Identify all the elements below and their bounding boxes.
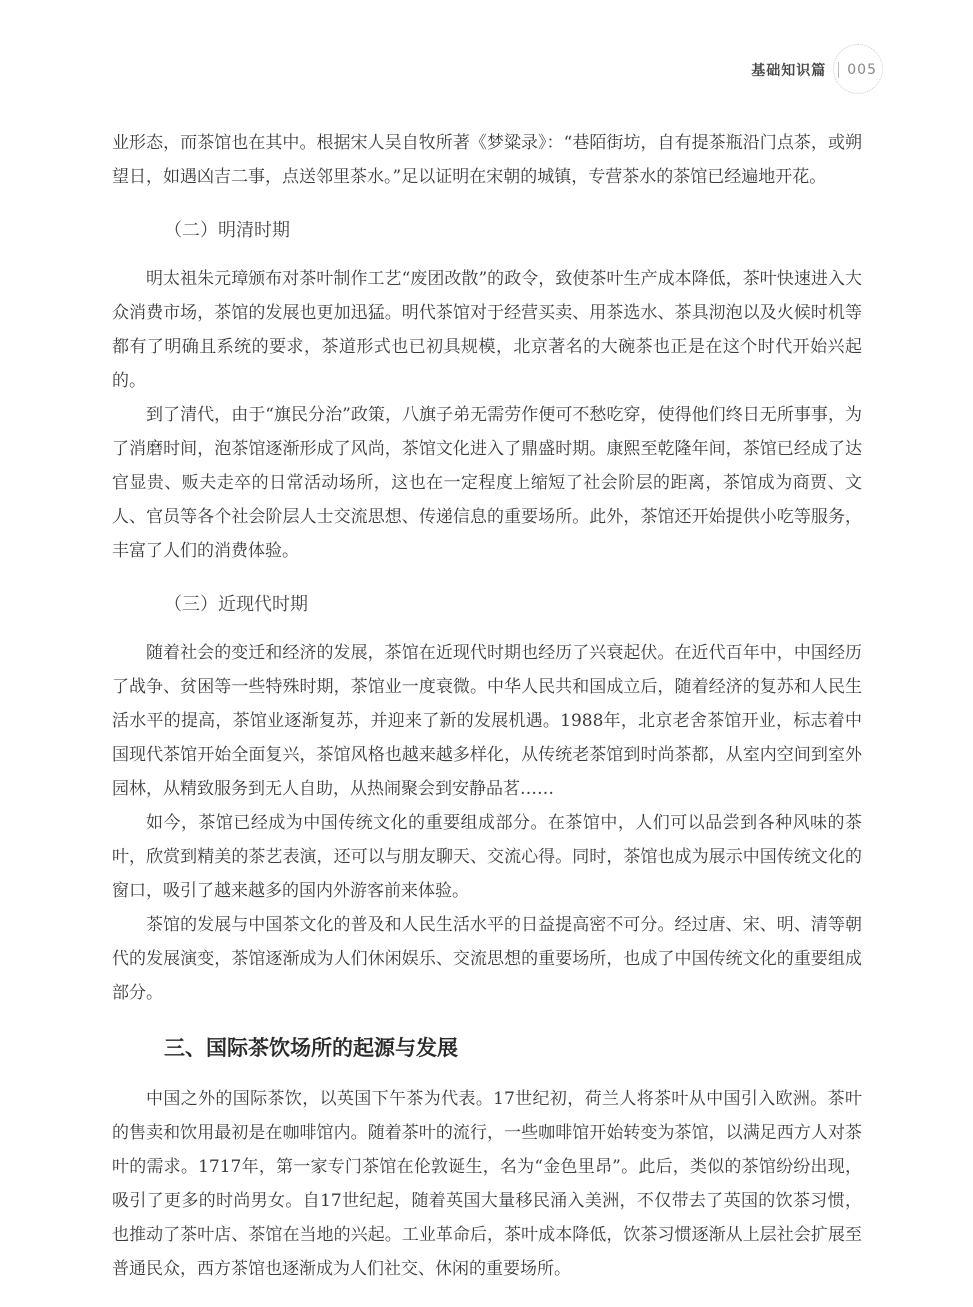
paragraph-modern-history: 随着社会的变迁和经济的发展，茶馆在近现代时期也经历了兴衰起伏。在近代百年中，中国经历了战争、贫困等一些特殊时期，茶馆业一度衰微。中华人民共和国成立后，随着经济的复苏和人民生活水平的提高，茶馆业逐渐复苏，并迎来了新的发展机遇。1988年，北京老舍茶馆开业，标志着中国现代茶馆开始全面复兴，茶馆风格也越来越多样化，从传统老茶馆到时尚茶都，从室内空间到室外园林，从精致服务到无人自助，从热闹聚会到安静品茗…… [112, 643, 862, 799]
page-number: 005 [847, 62, 877, 78]
paragraph-song-continuation: 业形态，而茶馆也在其中。根据宋人吴自牧所著《梦粱录》：“巷陌街坊，自有提茶瓶沿门点茶，或朔望日，如遇凶吉二事，点送邻里茶水。”足以证明在宋朝的城镇，专营茶水的茶馆已经遍地开花。 [112, 133, 862, 187]
paragraph-qing: 到了清代，由于“旗民分治”政策，八旗子弟无需劳作便可不愁吃穿，使得他们终日无所事事，为了消磨时间，泡茶馆逐渐形成了风尚，茶馆文化进入了鼎盛时期。康熙至乾隆年间，茶馆已经成了达官显贵、贩夫走卒的日常活动场所，这也在一定程度上缩短了社会阶层的距离，茶馆成为商贾、文人、官员等各个社会阶层人士交流思想、传递信息的重要场所。此外，茶馆还开始提供小吃等服务，丰富了人们的消费体验。 [112, 405, 862, 561]
subheading-modern: （三）近现代时期 [164, 594, 308, 615]
paragraph-international: 中国之外的国际茶饮，以英国下午茶为代表。17世纪初，荷兰人将茶叶从中国引入欧洲。茶叶的售卖和饮用最初是在咖啡馆内。随着茶叶的流行，一些咖啡馆开始转变为茶馆，以满足西方人对茶叶的需求。1717年，第一家专门茶馆在伦敦诞生，名为“金色里昂”。此后，类似的茶馆纷纷出现，吸引了更多的时尚男女。自17世纪起，随着英国大量移民涌入美洲，不仅带去了英国的饮茶习惯，也推动了茶叶店、茶馆在当地的兴起。工业革命后，茶叶成本降低，饮茶习惯逐渐从上层社会扩展至普通民众，西方茶馆也逐渐成为人们社交、休闲的重要场所。 [112, 1089, 862, 1279]
paragraph-modern-today: 如今，茶馆已经成为中国传统文化的重要组成部分。在茶馆中，人们可以品尝到各种风味的茶叶，欣赏到精美的茶艺表演，还可以与朋友聊天、交流心得。同时，茶馆也成为展示中国传统文化的窗口，吸引了越来越多的国内外游客前来体验。 [112, 813, 862, 901]
header-section-title: 基础知识篇 [751, 63, 827, 79]
paragraph-modern-summary: 茶馆的发展与中国茶文化的普及和人民生活水平的日益提高密不可分。经过唐、宋、明、清等朝代的发展演变，茶馆逐渐成为人们休闲娱乐、交流思想的重要场所，也成了中国传统文化的重要组成部分。 [112, 915, 862, 1003]
page-body [112, 126, 862, 1286]
subheading-ming-qing: （二）明清时期 [164, 220, 290, 241]
paragraph-ming: 明太祖朱元璋颁布对茶叶制作工艺“废团改散”的政令，致使茶叶生产成本降低，茶叶快速进入大众消费市场，茶馆的发展也更加迅猛。明代茶馆对于经营买卖、用茶选水、茶具沏泡以及火候时机等都有了明确且系统的要求，茶道形式也已初具规模，北京著名的大碗茶也正是在这个时代开始兴起的。 [112, 269, 862, 391]
header-divider [838, 62, 839, 78]
section-heading-international: 三、国际茶饮场所的起源与发展 [164, 1036, 458, 1060]
running-header [751, 60, 877, 80]
